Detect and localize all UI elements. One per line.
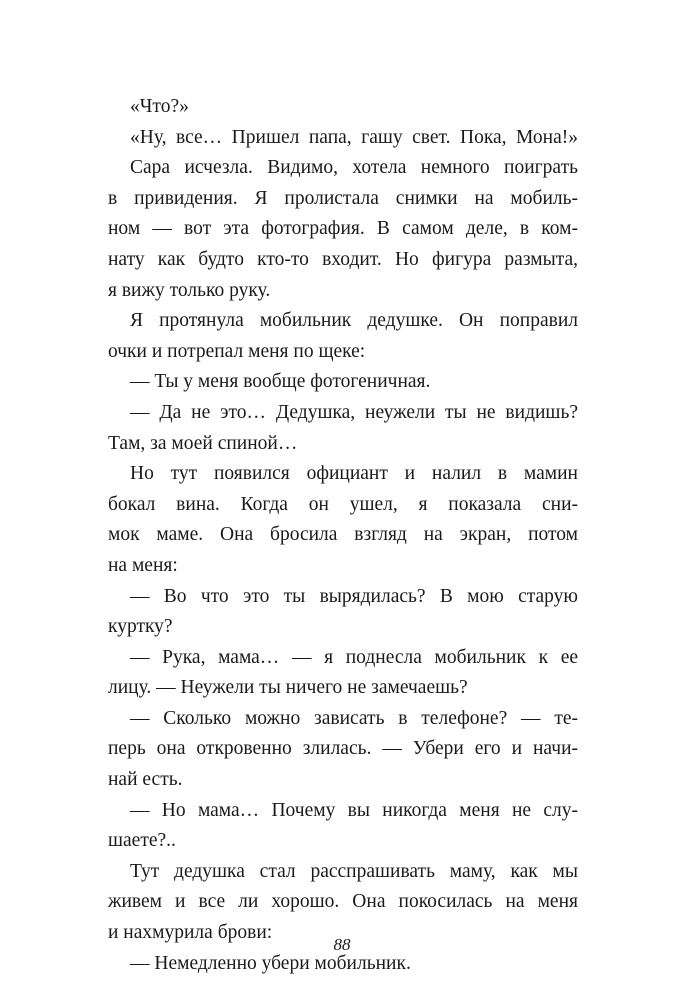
text-line: Там, за моей спиной… [108, 432, 298, 454]
text-line: я вижу только руку. [108, 279, 271, 301]
text-line: — Но мама… Почему вы никогда меня не слу- [130, 799, 578, 821]
text-line: нату как будто кто-то входит. Но фигура размыта, [108, 248, 578, 270]
text-line: най есть. [108, 769, 183, 791]
text-line: на меня: [108, 554, 178, 576]
page-number: 88 [333, 935, 351, 954]
text-line: — Сколько можно зависать в телефоне? — те- [130, 707, 578, 729]
text-line: мок маме. Она бросила взгляд на экран, потом [108, 524, 578, 546]
text-line: перь она откровенно злилась. — Убери его и начи- [108, 738, 578, 760]
text-line: шаете?.. [108, 830, 176, 852]
text-line: — Ты у меня вообще фотогеничная. [130, 371, 431, 393]
text-line: «Что?» [130, 96, 189, 117]
text-line: Тут дедушка стал расспрашивать маму, как мы [130, 860, 578, 882]
text-line: живем и все ли хорошо. Она покосилась на меня [108, 891, 578, 913]
text-line: — Во что это ты вырядилась? В мою старую [130, 585, 578, 607]
text-line: очки и потрепал меня по щеке: [108, 340, 366, 362]
text-line: — Немедленно убери мобильник. [130, 952, 411, 974]
text-line: — Да не это… Дедушка, неужели ты не видишь? [130, 401, 578, 423]
text-line: «Ну, все… Пришел папа, гашу свет. Пока, Мона!» [130, 126, 578, 148]
page-text-body [108, 92, 578, 979]
text-line: Я протянула мобильник дедушке. Он поправил [130, 310, 578, 332]
text-line: — Рука, мама… — я поднесла мобильник к ее [130, 646, 578, 668]
text-line: лицу. — Неужели ты ничего не замечаешь? [108, 677, 468, 699]
text-line: и нахмурила брови: [108, 922, 273, 944]
text-line: Но тут появился официант и налил в мамин [130, 463, 578, 485]
text-line: ном — вот эта фотография. В самом деле, в ком- [108, 218, 578, 240]
text-line: в привидения. Я пролистала снимки на мобиль- [108, 187, 578, 209]
text-line: Сара исчезла. Видимо, хотела немного поиграть [130, 157, 578, 179]
text-line: бокал вина. Когда он ушел, я показала сни- [108, 493, 578, 515]
text-line: куртку? [108, 616, 173, 638]
